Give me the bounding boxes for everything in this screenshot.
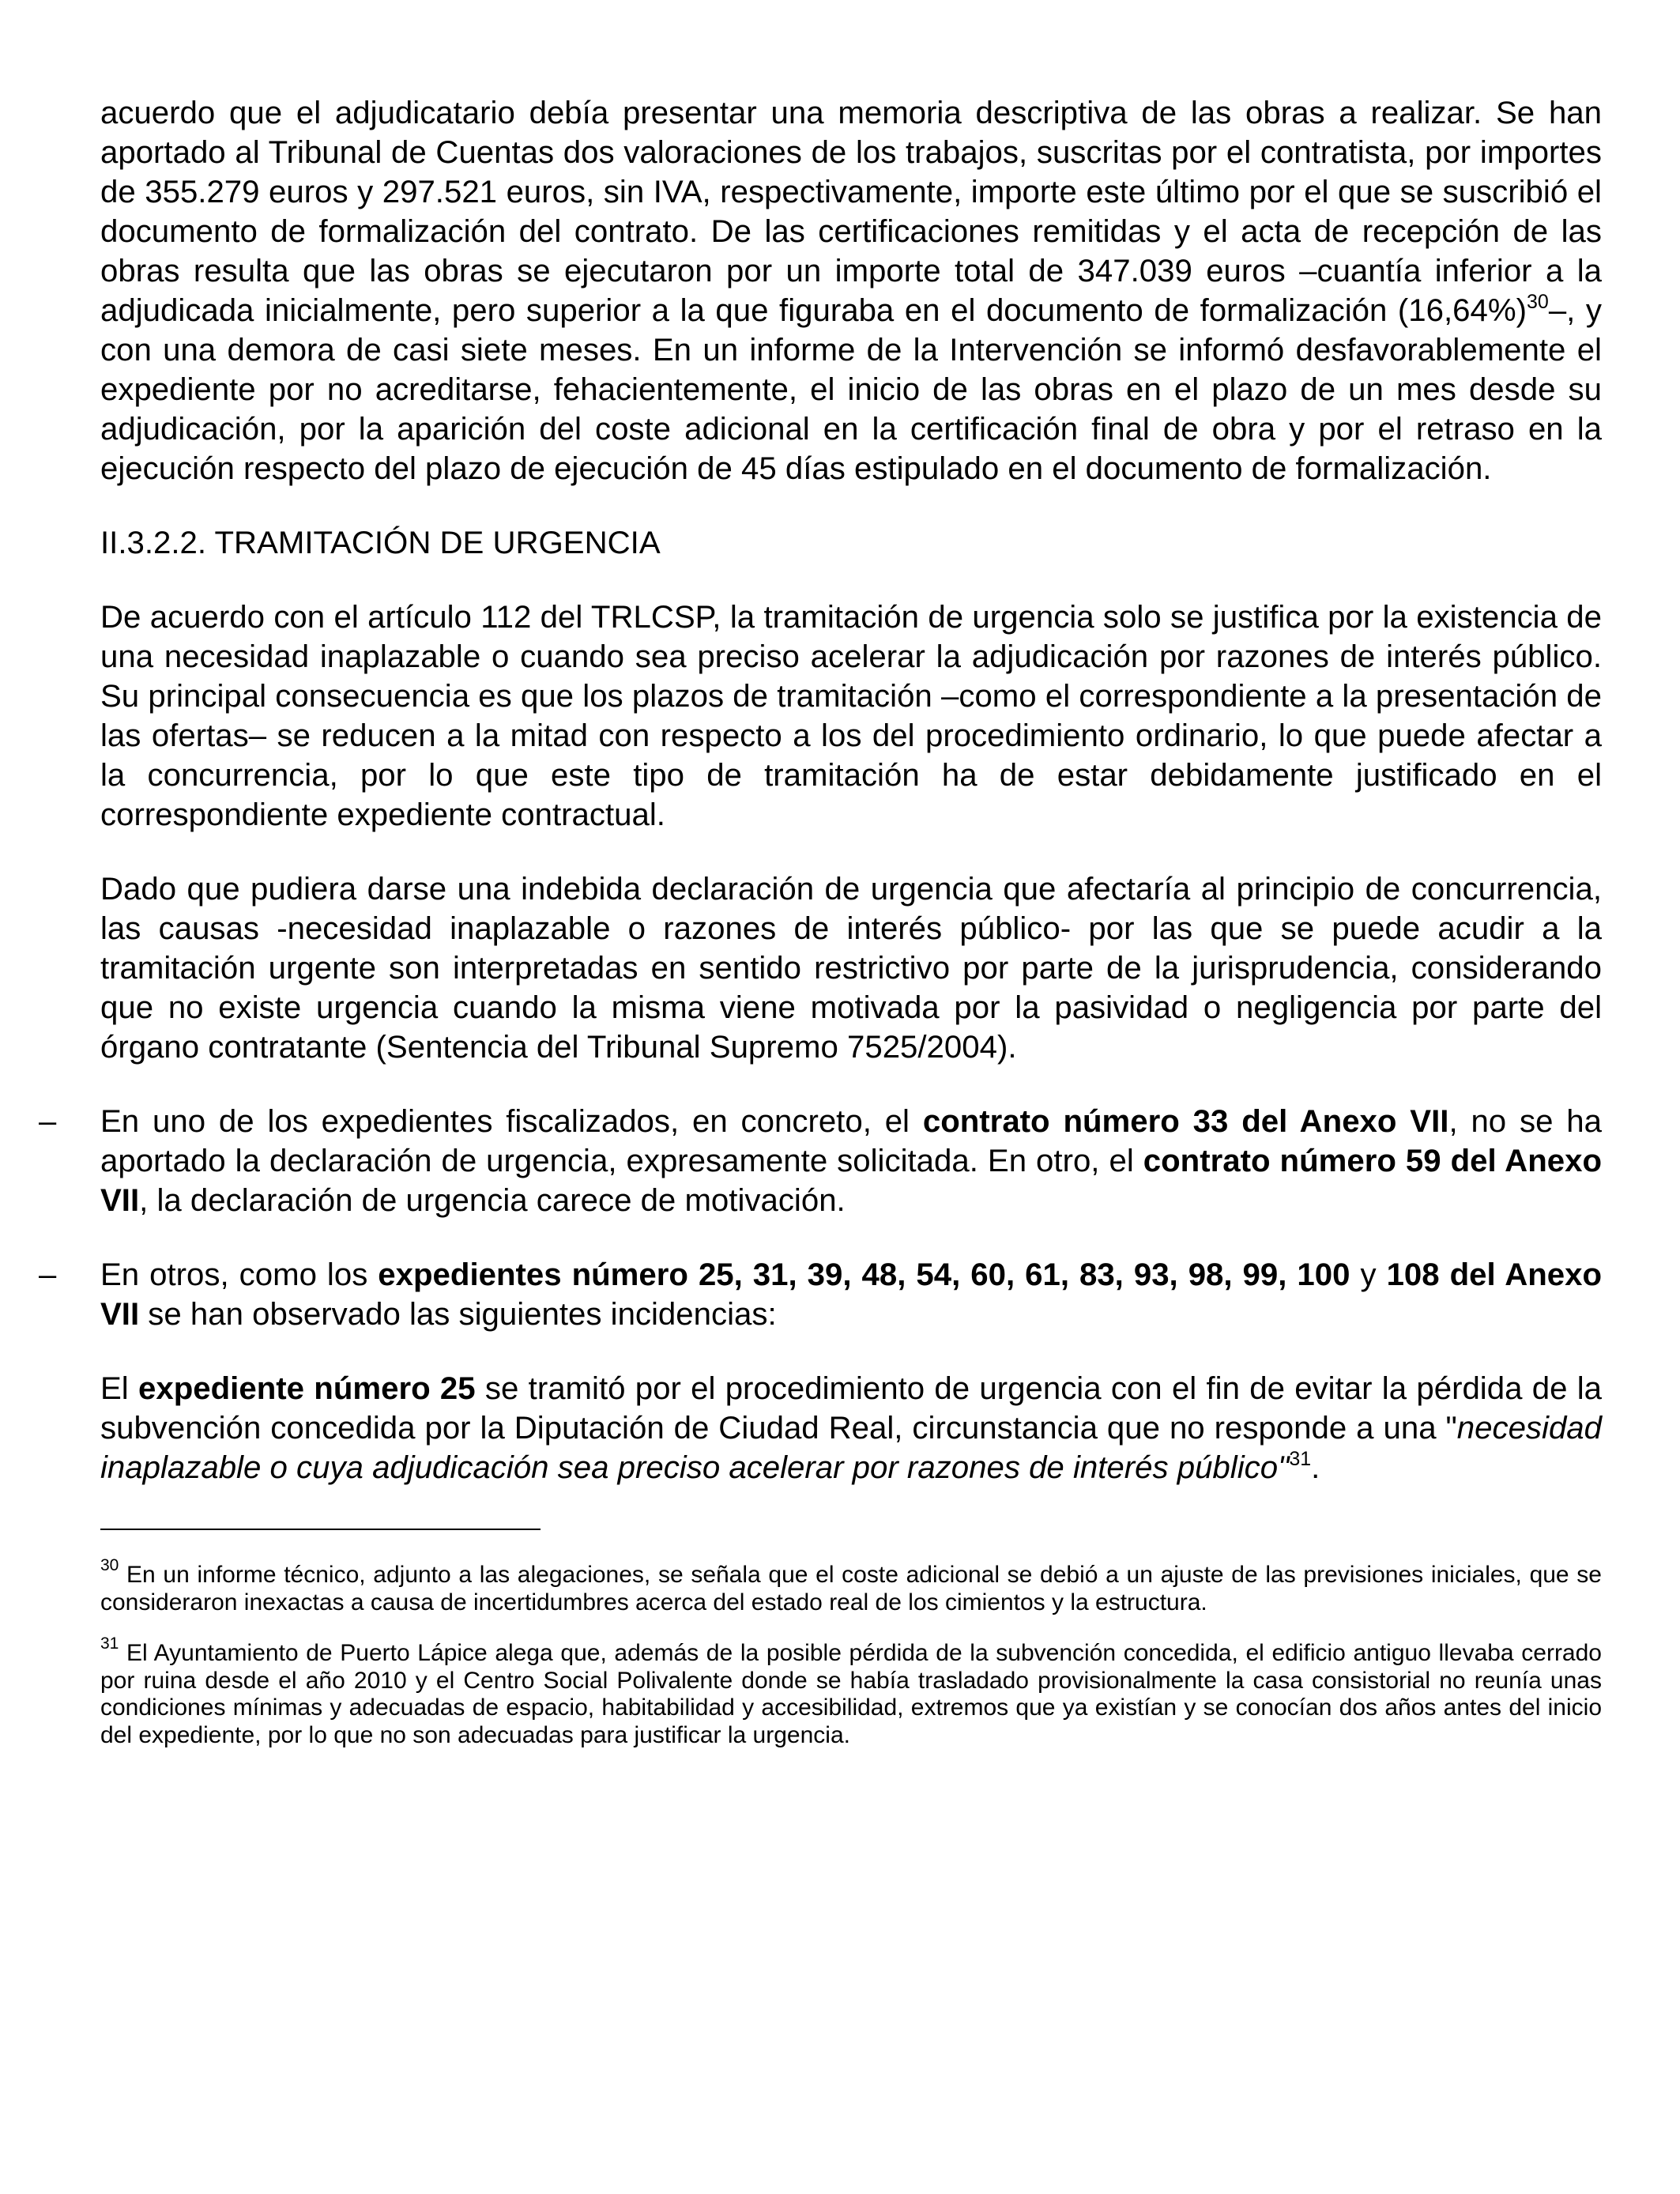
bullet-text: En uno de los expedientes fiscalizados, en concreto, el contrato número 33 del Anexo VII, no se ha aportado la declaración de urgencia, expresamente solicitada. En otro, el contrato número 59 del Anexo VII, la declaración de urgencia carece de motivación. — [100, 1103, 1602, 1218]
section-heading: II.3.2.2. TRAMITACIÓN DE URGENCIA — [100, 525, 661, 560]
paragraph-contract-execution: acuerdo que el adjudicatario debía presentar una memoria descriptiva de las obras a realizar. Se han aportado al Tribunal de Cuentas dos valoraciones de los trabajos, suscritas por el contratista, por importes de 355.279 euros y 297.521 euros, sin IVA, respectivamente, importe este último por el que se suscribió el documento de formalización del contrato. De las certificaciones remitidas y el acta de recepción de las obras resulta que las obras se ejecutaron por un importe total de 347.039 euros –cuantía inferior a la adjudicada inicialmente, pero superior a la que figuraba en el documento de formalización $(16,64\%)^{30}-$, y con una demora de casi siete meses. En un informe de la Intervención se informó desfavorablemente el expediente por no acreditarse, fehacientemente, el inicio de las obras en el plazo de un mes desde su adjudicación, por la aparición del coste adicional en la certificación final de obra y por el retraso en la ejecución respecto del plazo de ejecución de 45 días estipulado en el documento de formalización. — [100, 95, 1602, 486]
footnote-31: $^{31}$ El Ayuntamiento de Puerto Lápice alega que, además de la posible pérdida de la subvención concedida, el edificio antiguo llevaba cerrado por ruina desde el año 2010 y el Centro Social Polivalente donde se había trasladado provisionalmente la casa consistorial no reunía unas condiciones mínimas y adecuadas de espacio, habitabilidad y accesibilidad, extremos que ya existían y se conocían dos años antes del inicio del expediente, por lo que no son adecuadas para justificar la urgencia. — [100, 1634, 1602, 1748]
bullet-item-expedientes — [39, 1255, 1603, 1334]
paragraph-urgency-rules: De acuerdo con el artículo 112 del TRLCSP, la tramitación de urgencia solo se justifica por la existencia de una necesidad inaplazable o cuando sea preciso acelerar la adjudicación por razones de interés público. Su principal consecuencia es que los plazos de tramitación –como el correspondiente a la presentación de las ofertas– se reducen a la mitad con respecto a los del procedimiento ordinario, lo que puede afectar a la concurrencia, por lo que este tipo de tramitación ha de estar debidamente justificado en el correspondiente expediente contractual. — [100, 599, 1602, 832]
document-page — [39, 93, 1603, 1749]
footnote-number: 30 — [100, 1556, 119, 1574]
footnote-number: 31 — [100, 1634, 119, 1653]
paragraph-expediente-25: El expediente número 25 se tramitó por el procedimiento de urgencia con el fin de evitar la pérdida de la subvención concedida por la Diputación de Ciudad Real, circunstancia que no responde a una "necesidad inaplazable o cuya adjudicación sea preciso acelerar por razones de interés público"$^{31}$. — [100, 1370, 1602, 1485]
bullet-item-contracts-33-59 — [39, 1102, 1602, 1220]
bullet-text: En otros, como los expedientes número 25, 31, 39, 48, 54, 60, 61, 83, 93, 98, 99, 100 y 108 del Anexo VII se han observado las siguientes incidencias: — [100, 1257, 1603, 1332]
paragraph-jurisprudence: Dado que pudiera darse una indebida declaración de urgencia que afectaría al principio de concurrencia, las causas -necesidad inaplazable o razones de interés público- por las que se puede acudir a la tramitación urgente son interpretadas en sentido restrictivo por parte de la jurisprudencia, considerando que no existe urgencia cuando la misma viene motivada por la pasividad o negligencia por parte del órgano contratante (Sentencia del Tribunal Supremo 7525/2004). — [100, 871, 1602, 1065]
bullet-dash: – — [39, 1104, 57, 1139]
bullet-dash: – — [39, 1257, 57, 1292]
footnote-30: $^{30}$ En un informe técnico, adjunto a las alegaciones, se señala que el coste adicional se debió a un ajuste de las previsiones iniciales, que se consideraron inexactas a causa de incertidumbres acerca del estado real de los cimientos y la estructura. — [100, 1556, 1602, 1615]
footnote-ref-31[interactable]: 31 — [1289, 1447, 1312, 1470]
footnote-ref-30[interactable]: 30 — [1527, 290, 1549, 313]
